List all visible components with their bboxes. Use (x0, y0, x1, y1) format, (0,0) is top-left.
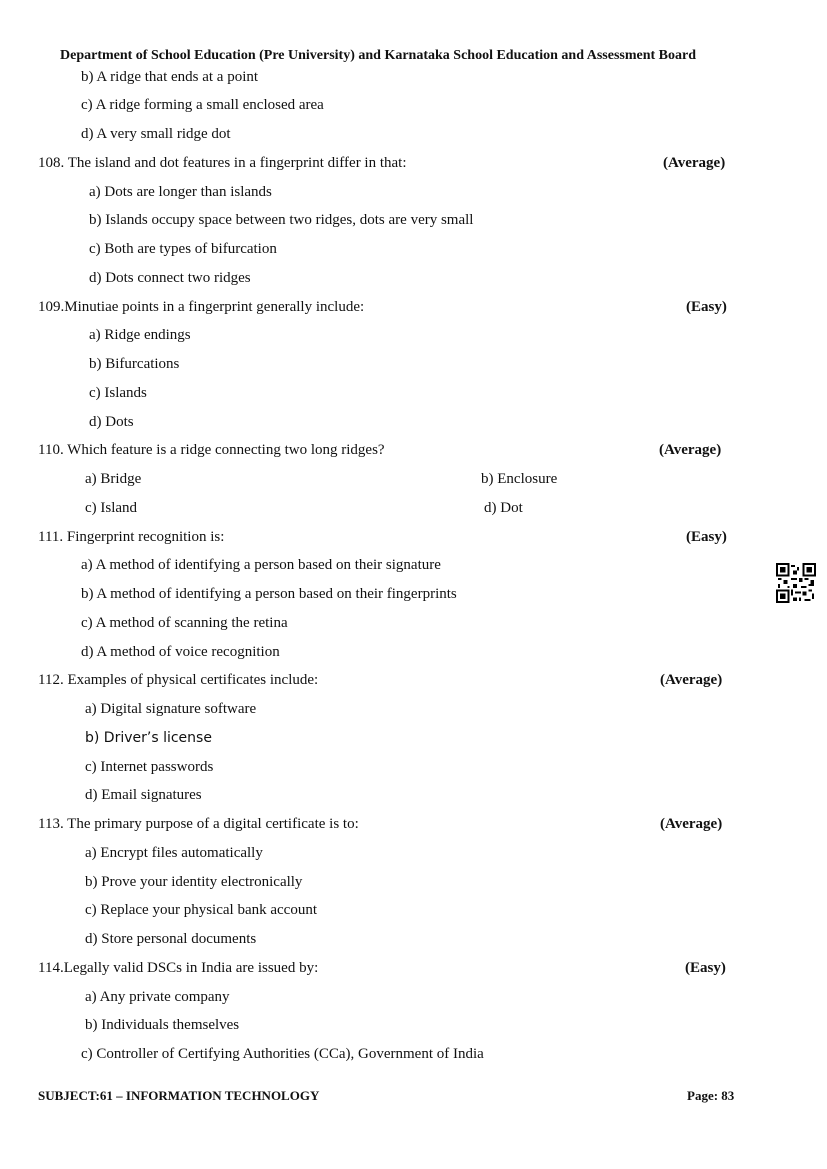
question-111: 111. Fingerprint recognition is: (38, 529, 225, 545)
difficulty-108: (Average) (663, 155, 726, 171)
option: b) Driver’s license (85, 730, 212, 746)
option: c) Controller of Certifying Authorities (CCa), Government of India (81, 1046, 484, 1062)
difficulty-112: (Average) (660, 672, 723, 688)
option: c) A ridge forming a small enclosed area (81, 97, 324, 113)
option: a) Digital signature software (85, 701, 257, 717)
option: d) Dots (89, 414, 134, 430)
option: b) Enclosure (481, 471, 558, 487)
option: b) A method of identifying a person based on their fingerprints (81, 586, 457, 602)
footer-page-number: Page: 83 (687, 1088, 735, 1103)
option: d) A very small ridge dot (81, 126, 231, 142)
option: a) Encrypt files automatically (85, 845, 263, 861)
option: c) Replace your physical bank account (85, 902, 317, 918)
option: c) Island (85, 500, 138, 516)
option: d) Dots connect two ridges (89, 270, 251, 286)
question-113: 113. The primary purpose of a digital certificate is to: (38, 816, 359, 832)
option: c) Islands (89, 385, 147, 401)
difficulty-109: (Easy) (686, 299, 727, 315)
question-108: 108. The island and dot features in a fingerprint differ in that: (38, 155, 407, 171)
difficulty-111: (Easy) (686, 529, 727, 545)
option: d) Email signatures (85, 787, 202, 803)
option: c) Internet passwords (85, 759, 214, 775)
option: b) Prove your identity electronically (85, 874, 303, 890)
difficulty-113: (Average) (660, 816, 723, 832)
option: b) Islands occupy space between two ridges, dots are very small (89, 212, 474, 228)
option: a) A method of identifying a person based on their signature (81, 557, 441, 573)
option: b) A ridge that ends at a point (81, 69, 259, 85)
footer-subject: SUBJECT:61 – INFORMATION TECHNOLOGY (38, 1088, 320, 1103)
question-114: 114.Legally valid DSCs in India are issued by: (38, 960, 319, 976)
option: d) Store personal documents (85, 931, 257, 947)
option: c) Both are types of bifurcation (89, 241, 277, 257)
option: c) A method of scanning the retina (81, 615, 288, 631)
option: a) Any private company (85, 989, 230, 1005)
page-header: Department of School Education (Pre University) and Karnataka School Education and Assessment Board (60, 48, 697, 63)
question-110: 110. Which feature is a ridge connecting two long ridges? (38, 442, 385, 458)
question-112: 112. Examples of physical certificates include: (38, 672, 319, 688)
option: a) Ridge endings (89, 327, 191, 343)
option: a) Dots are longer than islands (89, 184, 272, 200)
qr-code-icon (776, 563, 816, 603)
difficulty-110: (Average) (659, 442, 722, 458)
option: d) Dot (484, 500, 523, 516)
option: b) Bifurcations (89, 356, 180, 372)
option: b) Individuals themselves (85, 1017, 240, 1033)
question-109: 109.Minutiae points in a fingerprint generally include: (38, 299, 365, 315)
option: a) Bridge (85, 471, 142, 487)
option: d) A method of voice recognition (81, 644, 280, 660)
difficulty-114: (Easy) (685, 960, 726, 976)
